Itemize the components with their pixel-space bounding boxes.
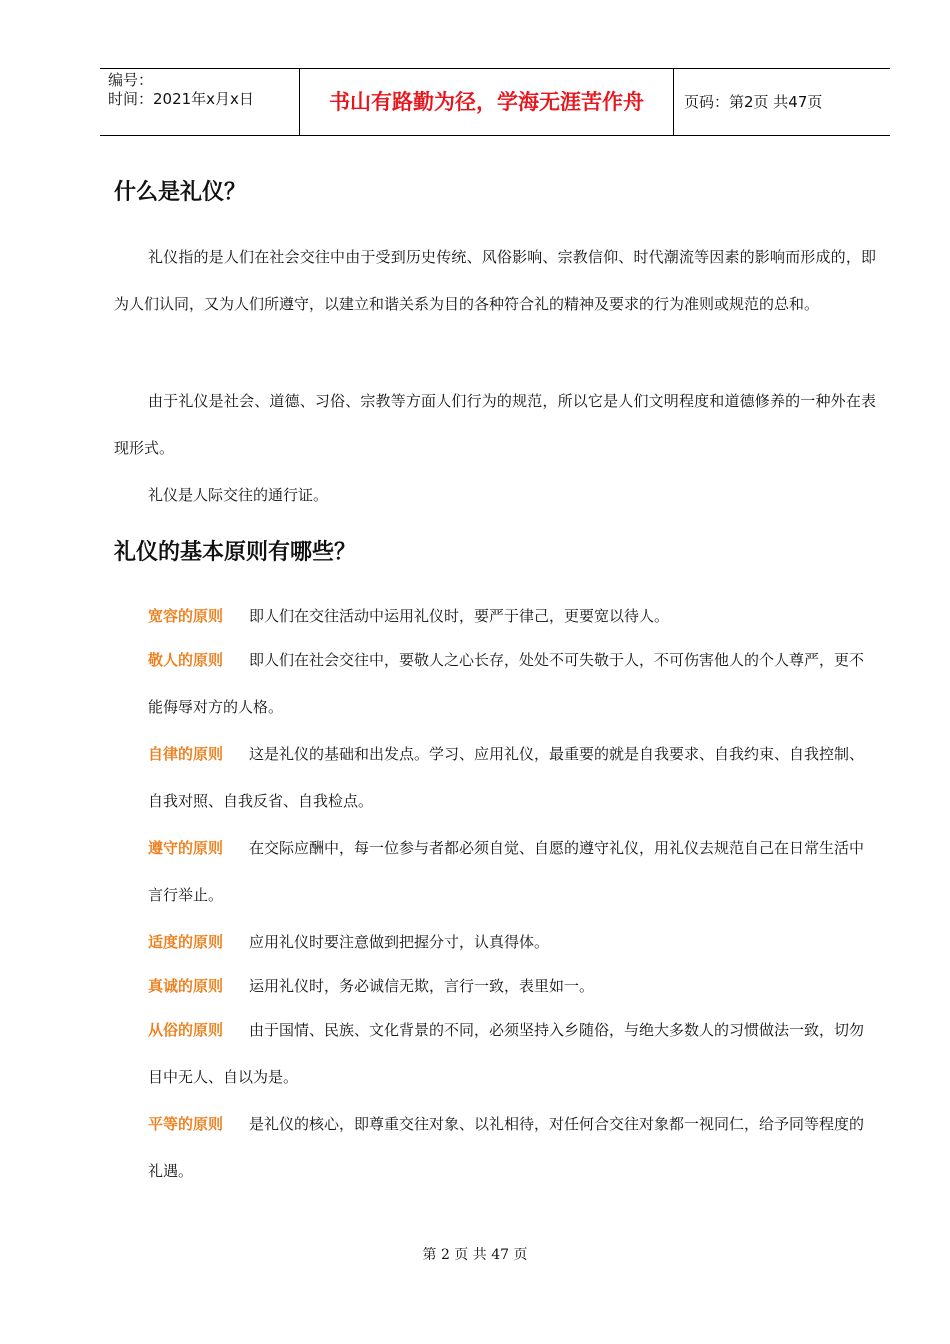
principle-item: [114, 731, 876, 825]
principle-text: 应用礼仪时要注意做到把握分寸，认真得体。: [249, 933, 550, 951]
principle-label: 真诚的原则: [148, 977, 224, 995]
paragraph-norms: 由于礼仪是社会、道德、习俗、宗教等方面人们行为的规范，所以它是人们文明程度和道德修养的一种外在表现形式。: [114, 392, 876, 457]
page-header: [100, 68, 890, 136]
principle-label: 从俗的原则: [148, 1021, 224, 1039]
page-footer: 第 2 页 共 47 页: [422, 1247, 528, 1263]
header-motto: 书山有路勤为径，学海无涯苦作舟: [300, 69, 674, 135]
section-title-what-is-etiquette: 什么是礼仪？: [114, 180, 247, 205]
header-page-code: 页码：第2页 共47页: [684, 93, 823, 111]
paragraph-definition: 礼仪指的是人们在社会交往中由于受到历史传统、风俗影响、宗教信仰、时代潮流等因素的影响而形成的，即为人们认同，又为人们所遵守，以建立和谐关系为目的各种符合礼的精神及要求的行为准则或规范的总和。: [114, 248, 876, 313]
principle-label: 平等的原则: [148, 1115, 224, 1133]
principle-item: [114, 963, 876, 1010]
document-number-label: 编号：: [108, 71, 154, 89]
principle-item: [114, 1007, 876, 1101]
header-meta: [100, 69, 300, 135]
principle-item: [114, 1101, 876, 1195]
principle-text: 即人们在社会交往中，要敬人之心长存，处处不可失敬于人，不可伤害他人的个人尊严，更不能侮辱对方的人格。: [148, 651, 865, 716]
principle-text: 即人们在交往活动中运用礼仪时，要严于律己，更要宽以待人。: [249, 607, 670, 625]
principle-text: 这是礼仪的基础和出发点。学习、应用礼仪，最重要的就是自我要求、自我约束、自我控制、自我对照、自我反省、自我检点。: [148, 745, 865, 810]
principle-text: 是礼仪的核心，即尊重交往对象、以礼相待，对任何合交往对象都一视同仁，给予同等程度的礼遇。: [148, 1115, 865, 1180]
paragraph-passport: 礼仪是人际交往的通行证。: [148, 486, 329, 504]
document-date: 时间：2021年x月x日: [108, 90, 254, 108]
principle-text: 由于国情、民族、文化背景的不同，必须坚持入乡随俗，与绝大多数人的习惯做法一致，切勿目中无人、自以为是。: [148, 1021, 865, 1086]
principle-label: 自律的原则: [148, 745, 224, 763]
principle-label: 适度的原则: [148, 933, 224, 951]
principle-text: 在交际应酬中，每一位参与者都必须自觉、自愿的遵守礼仪，用礼仪去规范自己在日常生活中言行举止。: [148, 839, 865, 904]
principle-item: [114, 825, 876, 919]
principle-item: [114, 593, 876, 640]
principle-item: [114, 637, 876, 731]
section-title-basic-principles: 礼仪的基本原则有哪些？: [114, 540, 357, 565]
principle-label: 宽容的原则: [148, 607, 224, 625]
principle-label: 敬人的原则: [148, 651, 224, 669]
principle-item: [114, 919, 876, 966]
principle-label: 遵守的原则: [148, 839, 224, 857]
principle-text: 运用礼仪时，务必诚信无欺，言行一致，表里如一。: [249, 977, 595, 995]
